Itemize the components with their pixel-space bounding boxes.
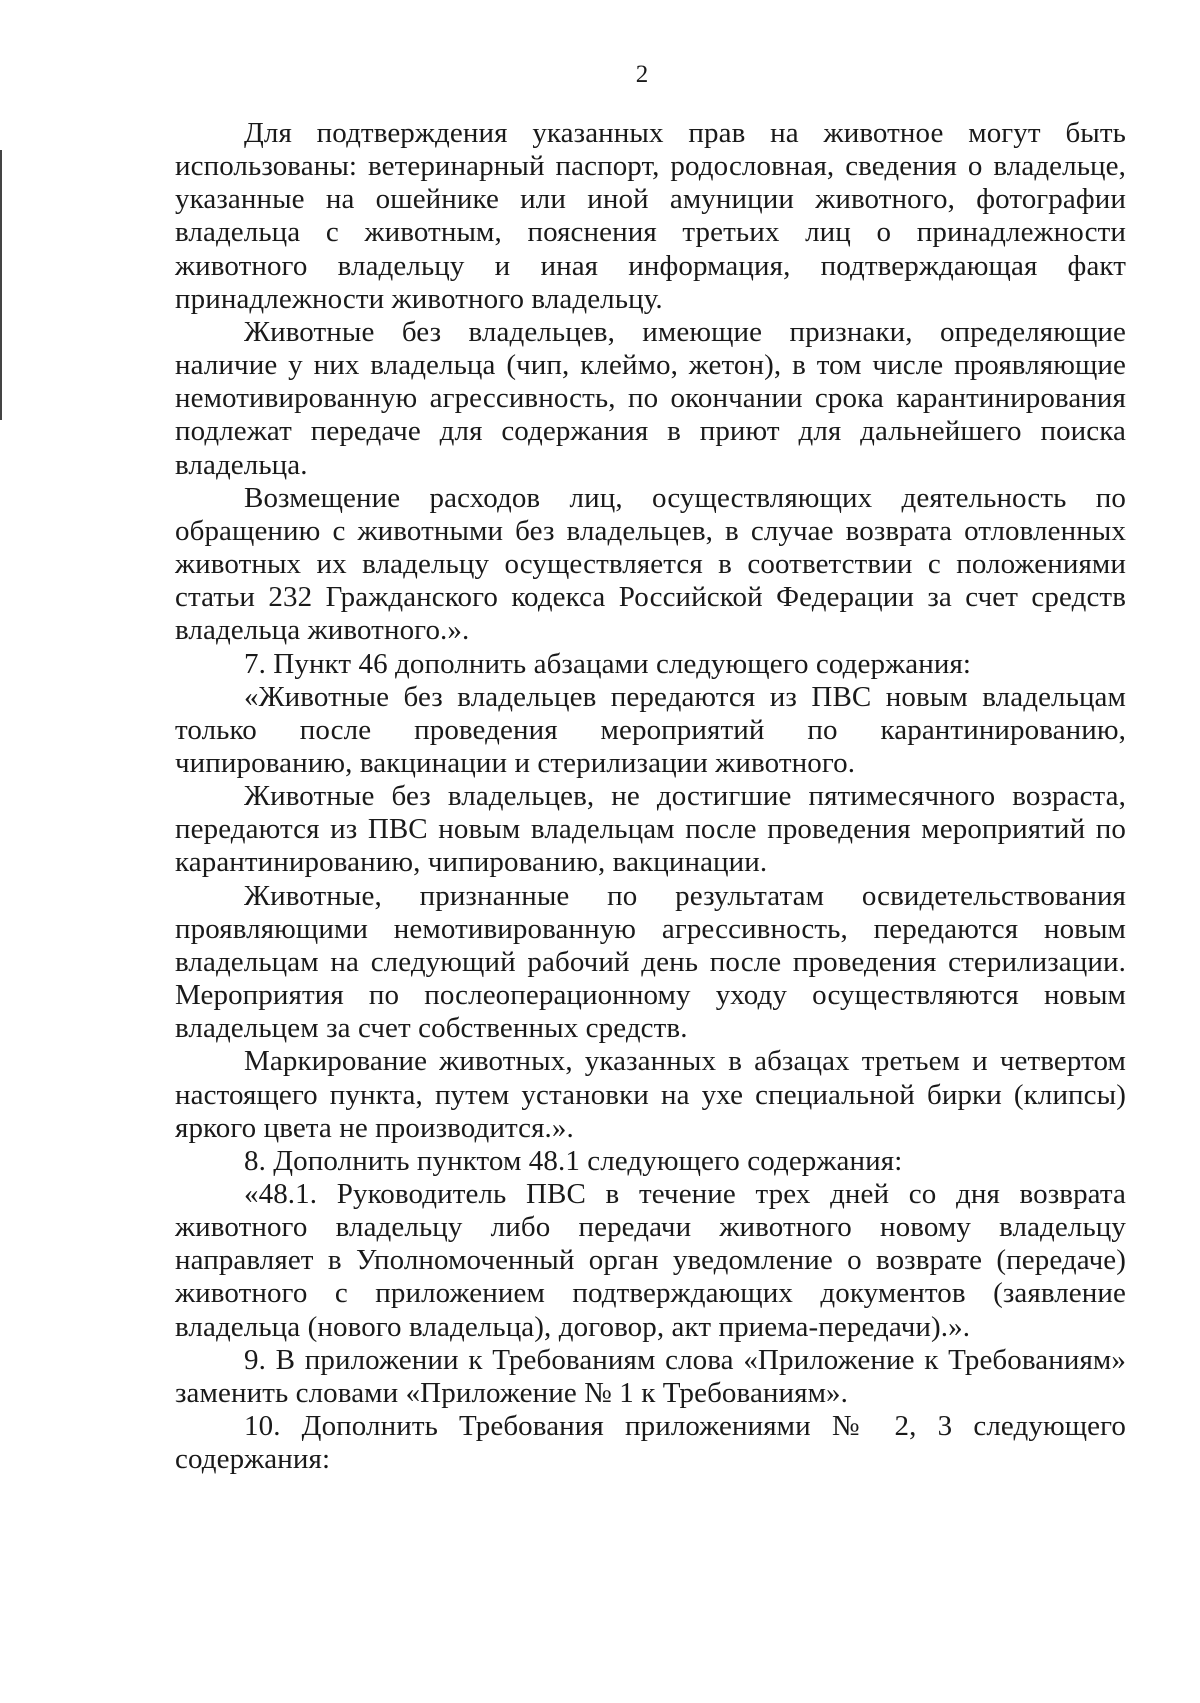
paragraph-item-48-1: «48.1. Руководитель ПВС в течение трех дней со дня возврата животного владельцу либо передачи животного новому владельцу направляет в Уполномоченный орган уведомление о возврате (передаче) животного с приложением подтверждающих документов (заявление владельца (нового владельца), договор, акт приема-передачи).».: [175, 1178, 1126, 1343]
paragraph-expense-reimbursement: Возмещение расходов лиц, осуществляющих деятельность по обращению с животными без владельцев, в случае возврата отловленных животных их владельцу осуществляется в соответствии с положениями статьи 232 Гражданского кодекса Российской Федерации за счет средств владельца животного.».: [175, 481, 1126, 647]
paragraph-aggressive-animals: Животные, признанные по результатам освидетельствования проявляющими немотивированную агрессивность, передаются новым владельцам на следующий рабочий день после проведения стерилизации. Мероприятия по послеоперационному уходу осуществляются новым владельцем за счет собственных средств.: [175, 879, 1126, 1045]
paragraph-transfer-conditions: «Животные без владельцев передаются из ПВС новым владельцам только после проведения мероприятий по карантинированию, чипированию, вакцинации и стерилизации животного.: [175, 680, 1126, 779]
paragraph-item-10: 10. Дополнить Требования приложениями № 2, 3 следующего содержания:: [175, 1410, 1126, 1476]
document-body: [175, 117, 1126, 1476]
paragraph-young-animals: Животные без владельцев, не достигшие пятимесячного возраста, передаются из ПВС новым владельцам после проведения мероприятий по карантинированию, чипированию, вакцинации.: [175, 780, 1126, 879]
paragraph-animals-with-owner-signs: Животные без владельцев, имеющие признаки, определяющие наличие у них владельца (чип, клеймо, жетон), в том числе проявляющие немотивированную агрессивность, по окончании срока карантинирования подлежат передаче для содержания в приют для дальнейшего поиска владельца.: [175, 315, 1126, 481]
scan-edge-mark: [0, 150, 2, 420]
paragraph-item-9: 9. В приложении к Требованиям слова «Приложение к Требованиям» заменить словами «Приложение № 1 к Требованиям».: [175, 1343, 1126, 1409]
paragraph-item-8: 8. Дополнить пунктом 48.1 следующего содержания:: [244, 1144, 903, 1177]
paragraph-item-7: 7. Пункт 46 дополнить абзацами следующего содержания:: [244, 647, 972, 680]
paragraph-ownership-proof: Для подтверждения указанных прав на животное могут быть использованы: ветеринарный паспорт, родословная, сведения о владельце, указанные на ошейнике или иной амуниции животного, фотографии владельца с животным, пояснения третьих лиц о принадлежности животного владельцу и иная информация, подтверждающая факт принадлежности животного владельцу.: [175, 117, 1126, 315]
page-number: 2: [635, 61, 649, 88]
paragraph-marking: Маркирование животных, указанных в абзацах третьем и четвертом настоящего пункта, путем установки на ухе специальной бирки (клипсы) яркого цвета не производится.».: [175, 1045, 1126, 1144]
